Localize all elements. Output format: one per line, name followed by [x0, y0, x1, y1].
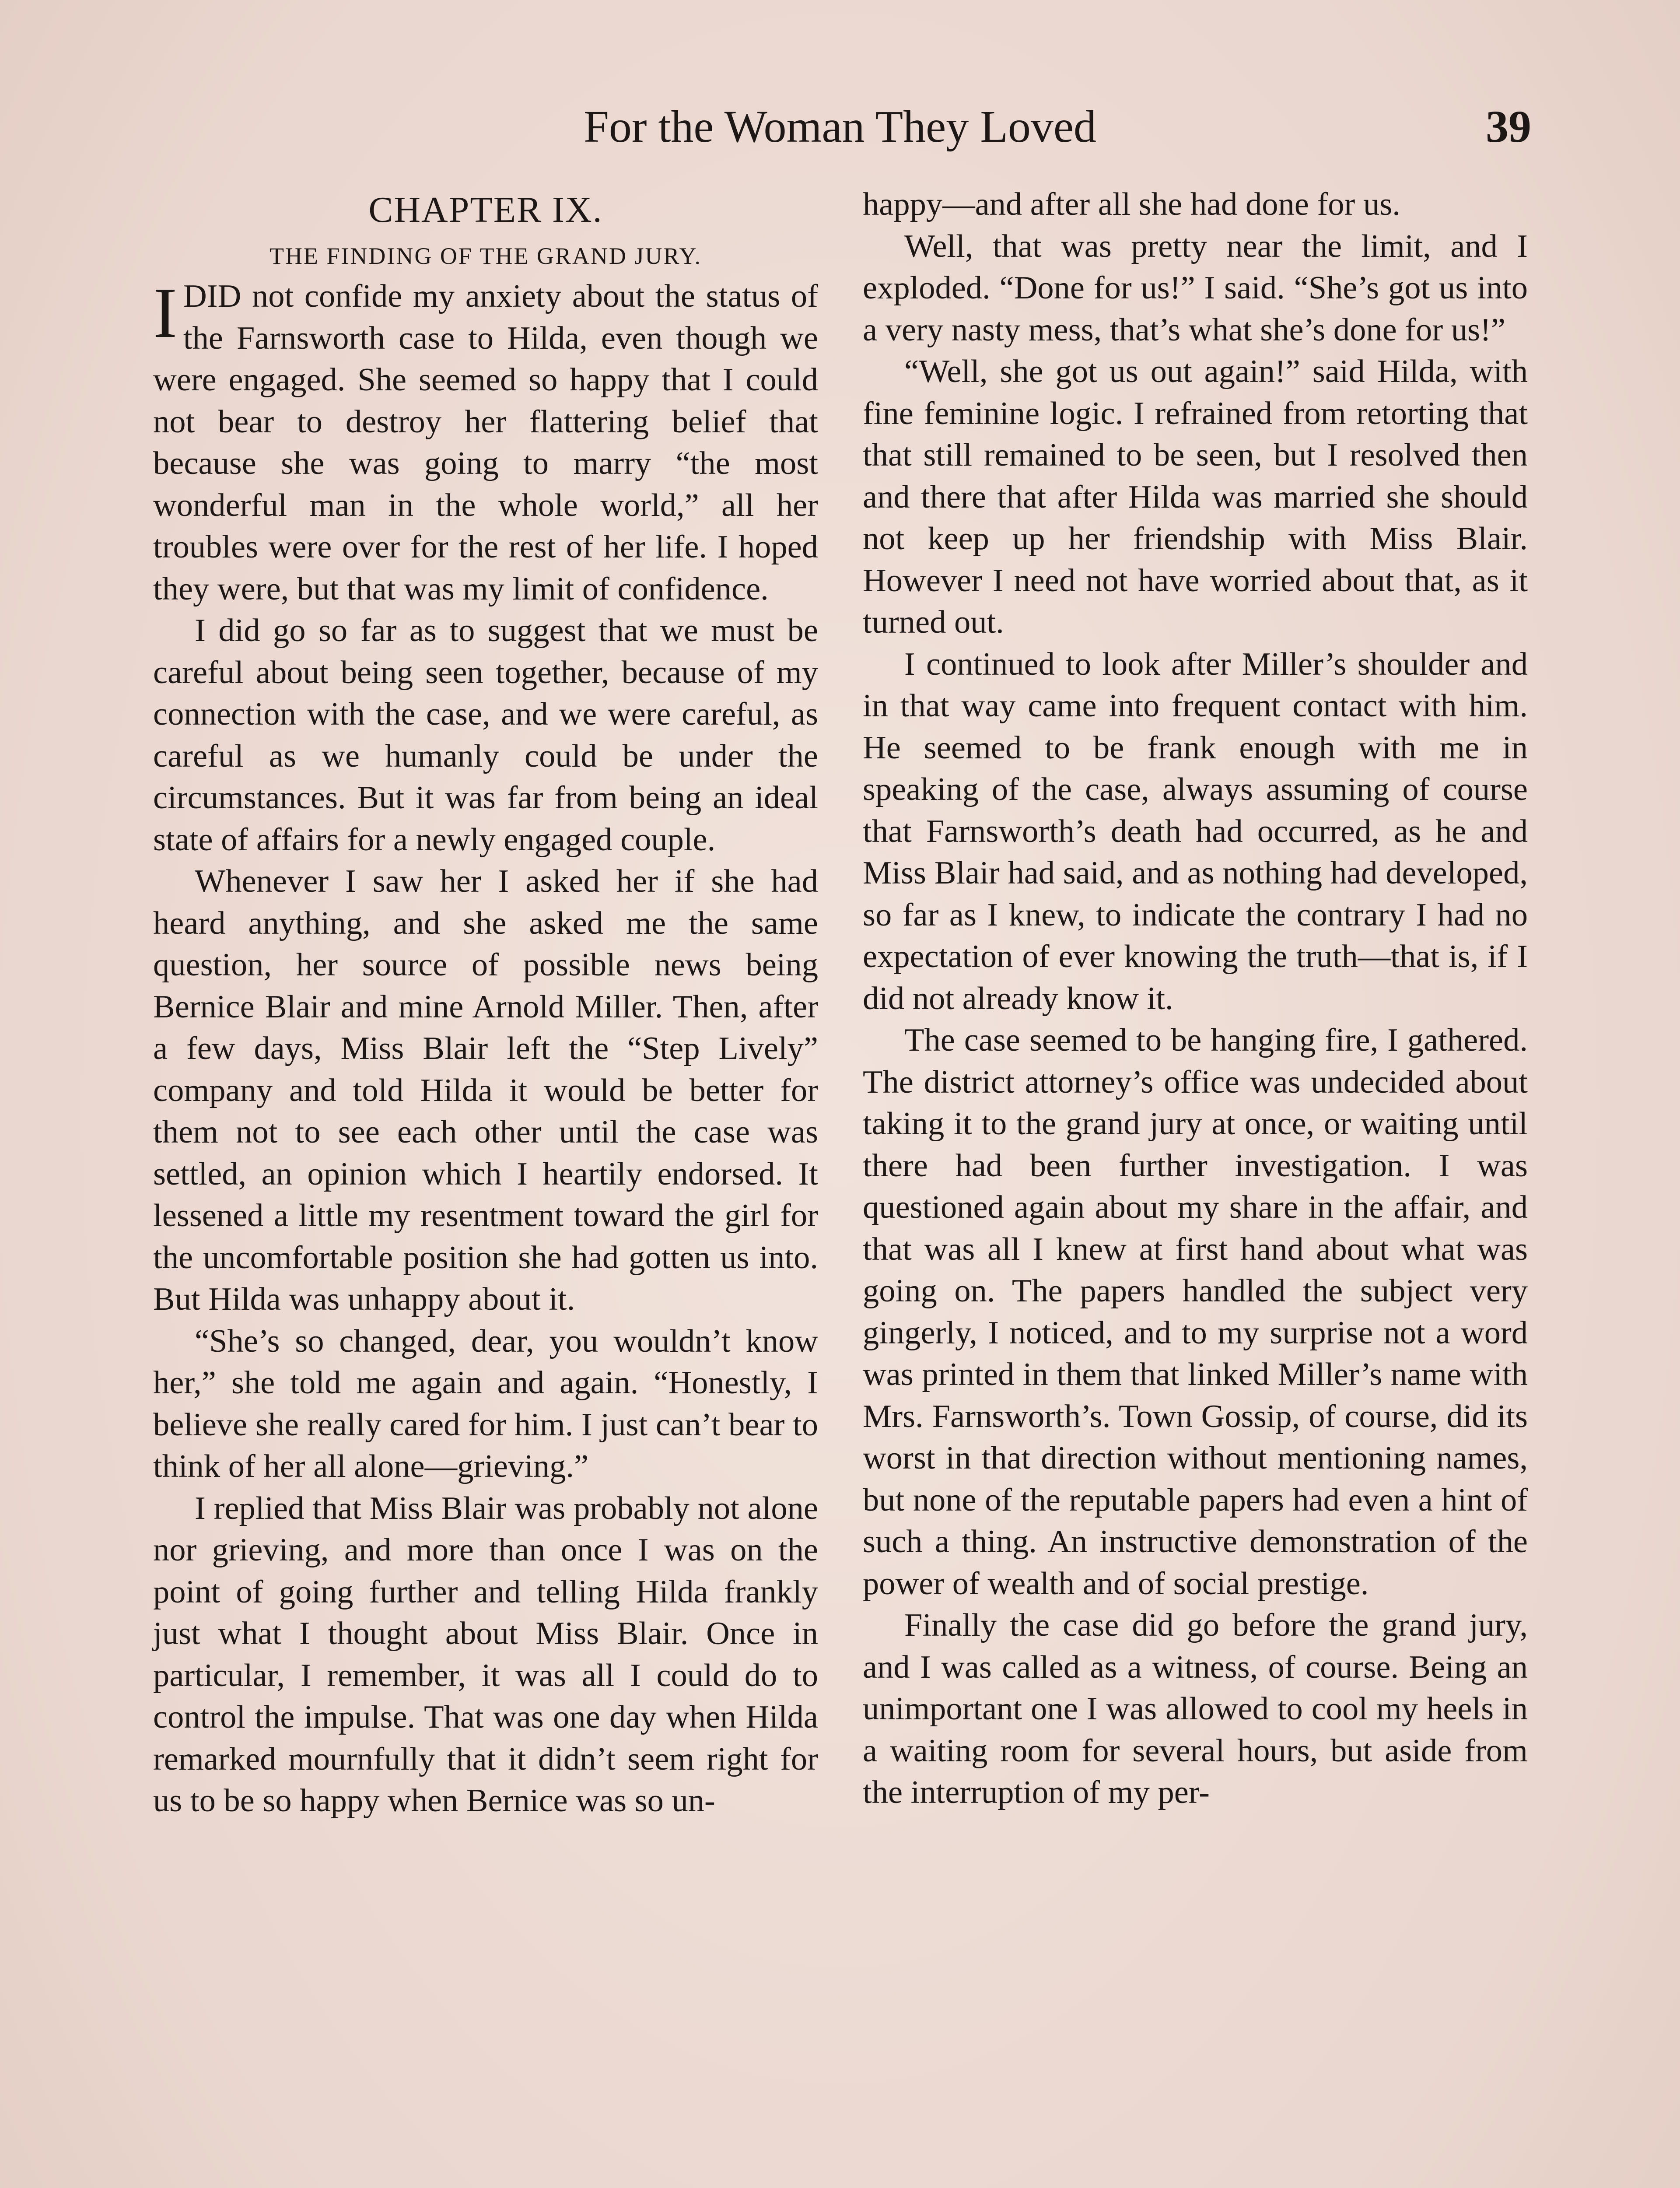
paragraph: happy—and after all she had done for us.	[863, 186, 1400, 222]
paragraph: “She’s so changed, dear, you wouldn’t know her,” she told me again and again. “Honestly, I believe she really cared for him. I just can’t bear to think of her all alone—grieving.”	[153, 1323, 818, 1484]
drop-cap: I	[153, 273, 177, 353]
running-header	[149, 98, 1531, 155]
paragraph: Finally the case did go before the grand jury, and I was called as a witness, of course. Being an unimportant one I was allowed to cool my heels in a waiting room for several hours, but aside from the interruption of my per-	[863, 1607, 1528, 1810]
paragraph: Whenever I saw her I asked her if she had heard anything, and she asked me the same question, her source of possible news being Bernice Blair and mine Arnold Miller. Then, after a few days, Miss Blair left the “Step Lively” company and told Hilda it would be better for them not to see each other until the case was settled, an opinion which I heartily endorsed. It lessened a little my resentment toward the girl for the uncomfortable position she had gotten us into. But Hilda was unhappy about it.	[153, 863, 818, 1317]
paragraph: “Well, she got us out again!” said Hilda, with fine feminine logic. I refrained from retorting that that still remained to be seen, but I resolved then and there that after Hilda was married she should not keep up her friendship with Miss Blair. However I need not have worried about that, as it turned out.	[863, 354, 1528, 640]
left-column	[153, 184, 818, 1822]
paragraph: Well, that was pretty near the limit, and I exploded. “Done for us!” I said. “She’s got us into a very nasty mess, that’s what she’s done for us!”	[863, 228, 1528, 348]
paragraph: I replied that Miss Blair was probably not alone nor grieving, and more than once I was on the point of going further and telling Hilda frankly just what I thought about Miss Blair. Once in particular, I remember, it was all I could do to control the impulse. That was one day when Hilda remarked mournfully that it didn’t seem right for us to be so happy when Bernice was so un-	[153, 1490, 818, 1819]
right-column	[863, 184, 1528, 1814]
paragraph	[153, 273, 818, 610]
chapter-heading: CHAPTER IX.	[368, 189, 603, 230]
paragraph: The case seemed to be hanging fire, I gathered. The district attorney’s office was undecided about taking it to the grand jury at once, or waiting until there had been further investigation. I was questioned again about my share in the affair, and that was all I knew at first hand about what was going on. The papers handled the subject very gingerly, I noticed, and to my surprise not a word was printed in them that linked Miller’s name with Mrs. Farnsworth’s. Town Gossip, of course, did its worst in that direction without mentioning names, but none of the reputable papers had even a hint of such a thing. An instructive demonstration of the power of wealth and of social prestige.	[863, 1022, 1528, 1602]
paragraph: I did go so far as to suggest that we must be careful about being seen together, because of my connection with the case, and we were careful, as careful as we humanly could be under the circumstances. But it was far from being an ideal state of affairs for a newly engaged couple.	[153, 613, 818, 858]
page-number: 39	[1486, 102, 1531, 152]
paragraph-text: DID not confide my anxiety about the status of the Farnsworth case to Hilda, even though we were engaged. She seemed so happy that I could not bear to destroy her flattering belief that because she was going to marry “the most wonderful man in the whole world,” all her troubles were over for the rest of her life. I hoped they were, but that was my limit of confidence.	[153, 278, 818, 607]
running-title: For the Woman They Loved	[583, 102, 1097, 152]
chapter-subtitle: THE FINDING OF THE GRAND JURY.	[269, 243, 702, 269]
paragraph: I continued to look after Miller’s shoulder and in that way came into frequent contact with him. He seemed to be frank enough with me in speaking of the case, always assuming of course that Farnsworth’s death had occurred, as he and Miss Blair had said, and as nothing had developed, so far as I knew, to indicate the contrary I had no expectation of ever knowing the truth—that is, if I did not already know it.	[863, 646, 1528, 1017]
